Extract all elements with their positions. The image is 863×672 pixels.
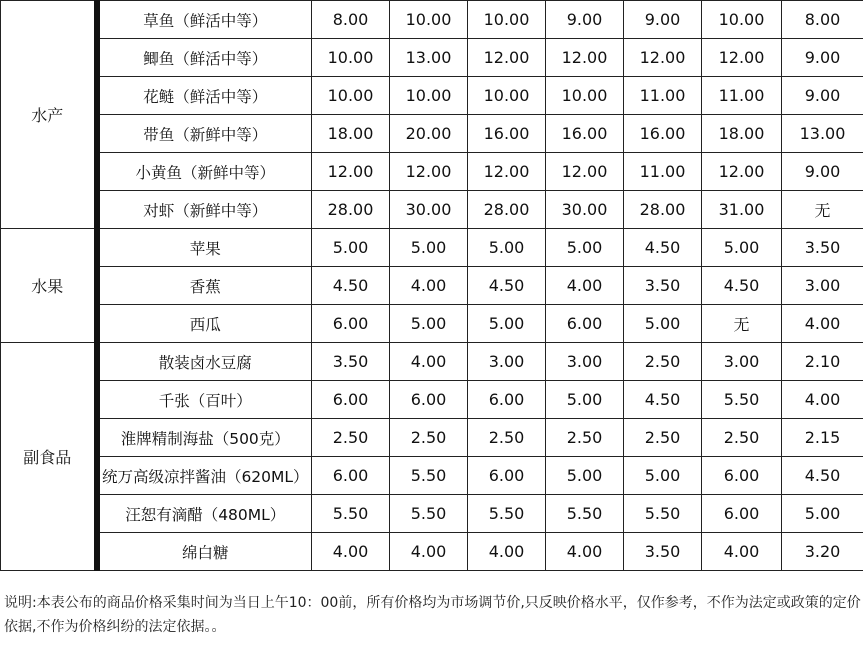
price-cell: 4.50 xyxy=(468,267,546,305)
price-cell: 12.00 xyxy=(546,39,624,77)
price-cell: 4.00 xyxy=(390,267,468,305)
product-name-cell: 淮牌精制海盐（500克） xyxy=(97,419,312,457)
product-name-cell: 香蕉 xyxy=(97,267,312,305)
price-cell: 4.50 xyxy=(312,267,390,305)
price-cell: 10.00 xyxy=(702,1,782,39)
price-cell: 5.00 xyxy=(546,229,624,267)
price-cell: 4.50 xyxy=(782,457,863,495)
price-cell: 9.00 xyxy=(546,1,624,39)
table-row xyxy=(1,39,863,77)
price-cell: 20.00 xyxy=(390,115,468,153)
price-cell: 5.00 xyxy=(624,305,702,343)
price-cell: 6.00 xyxy=(468,457,546,495)
price-cell: 6.00 xyxy=(468,381,546,419)
price-cell: 5.50 xyxy=(468,495,546,533)
price-cell: 3.00 xyxy=(702,343,782,381)
price-cell: 10.00 xyxy=(390,1,468,39)
price-cell: 16.00 xyxy=(468,115,546,153)
price-cell: 5.00 xyxy=(624,457,702,495)
category-cell: 水果 xyxy=(1,229,97,343)
price-cell: 10.00 xyxy=(468,1,546,39)
table-row xyxy=(1,191,863,229)
price-cell: 12.00 xyxy=(312,153,390,191)
price-cell: 8.00 xyxy=(312,1,390,39)
price-cell: 无 xyxy=(702,305,782,343)
price-cell: 13.00 xyxy=(390,39,468,77)
price-cell: 5.50 xyxy=(312,495,390,533)
price-cell: 3.20 xyxy=(782,533,863,571)
disclaimer-note: 说明:本表公布的商品价格采集时间为当日上午10：00前，所有价格均为市场调节价,只反映价格水平，仅作参考，不作为法定或政策的定价依据,不作为价格纠纷的法定依据。。 xyxy=(4,595,861,635)
table-row xyxy=(1,267,863,305)
price-cell: 4.50 xyxy=(624,381,702,419)
price-cell: 10.00 xyxy=(468,77,546,115)
price-cell: 5.00 xyxy=(390,305,468,343)
price-cell: 3.00 xyxy=(468,343,546,381)
table-row xyxy=(1,77,863,115)
price-cell: 6.00 xyxy=(312,381,390,419)
table-row xyxy=(1,381,863,419)
price-cell: 3.50 xyxy=(312,343,390,381)
price-cell: 10.00 xyxy=(546,77,624,115)
price-cell: 4.50 xyxy=(702,267,782,305)
price-cell: 31.00 xyxy=(702,191,782,229)
table-row xyxy=(1,457,863,495)
product-name-cell: 统万高级凉拌酱油（620ML） xyxy=(97,457,312,495)
price-cell: 2.50 xyxy=(702,419,782,457)
price-cell: 2.50 xyxy=(546,419,624,457)
price-cell: 13.00 xyxy=(782,115,863,153)
product-name-cell: 草鱼（鲜活中等） xyxy=(97,1,312,39)
price-cell: 2.50 xyxy=(312,419,390,457)
product-name-cell: 汪恕有滴醋（480ML） xyxy=(97,495,312,533)
price-cell: 2.50 xyxy=(624,419,702,457)
price-cell: 4.00 xyxy=(468,533,546,571)
price-cell: 2.50 xyxy=(468,419,546,457)
price-cell: 16.00 xyxy=(546,115,624,153)
price-cell: 4.00 xyxy=(546,267,624,305)
product-name-cell: 千张（百叶） xyxy=(97,381,312,419)
product-name-cell: 花鲢（鲜活中等） xyxy=(97,77,312,115)
price-cell: 12.00 xyxy=(624,39,702,77)
price-cell: 9.00 xyxy=(782,153,863,191)
price-cell: 5.00 xyxy=(546,457,624,495)
price-cell: 4.00 xyxy=(782,381,863,419)
price-cell: 8.00 xyxy=(782,1,863,39)
table-row xyxy=(1,343,863,381)
price-cell: 3.00 xyxy=(546,343,624,381)
price-cell: 5.00 xyxy=(702,229,782,267)
price-cell: 5.50 xyxy=(702,381,782,419)
product-name-cell: 小黄鱼（新鲜中等） xyxy=(97,153,312,191)
price-cell: 5.50 xyxy=(624,495,702,533)
price-cell: 28.00 xyxy=(624,191,702,229)
table-row xyxy=(1,115,863,153)
price-cell: 2.10 xyxy=(782,343,863,381)
category-cell: 水产 xyxy=(1,1,97,229)
price-cell: 6.00 xyxy=(546,305,624,343)
price-cell: 12.00 xyxy=(702,39,782,77)
price-cell: 30.00 xyxy=(390,191,468,229)
price-cell: 30.00 xyxy=(546,191,624,229)
price-cell: 5.00 xyxy=(468,229,546,267)
price-cell: 5.50 xyxy=(390,457,468,495)
price-cell: 5.00 xyxy=(782,495,863,533)
price-cell: 28.00 xyxy=(312,191,390,229)
price-cell: 11.00 xyxy=(624,153,702,191)
table-row xyxy=(1,305,863,343)
price-cell: 6.00 xyxy=(702,457,782,495)
price-cell: 10.00 xyxy=(312,77,390,115)
table-row xyxy=(1,495,863,533)
price-cell: 5.50 xyxy=(390,495,468,533)
price-cell: 9.00 xyxy=(624,1,702,39)
price-cell: 9.00 xyxy=(782,77,863,115)
price-cell: 无 xyxy=(782,191,863,229)
price-cell: 12.00 xyxy=(702,153,782,191)
product-name-cell: 绵白糖 xyxy=(97,533,312,571)
price-cell: 4.00 xyxy=(312,533,390,571)
table-row xyxy=(1,1,863,39)
product-name-cell: 散装卤水豆腐 xyxy=(97,343,312,381)
price-cell: 6.00 xyxy=(312,305,390,343)
price-cell: 6.00 xyxy=(390,381,468,419)
price-cell: 12.00 xyxy=(468,153,546,191)
price-cell: 12.00 xyxy=(546,153,624,191)
price-cell: 12.00 xyxy=(390,153,468,191)
price-cell: 6.00 xyxy=(702,495,782,533)
price-cell: 10.00 xyxy=(312,39,390,77)
price-cell: 11.00 xyxy=(624,77,702,115)
price-cell: 4.00 xyxy=(702,533,782,571)
product-name-cell: 苹果 xyxy=(97,229,312,267)
price-cell: 18.00 xyxy=(702,115,782,153)
price-cell: 5.00 xyxy=(312,229,390,267)
price-cell: 4.00 xyxy=(782,305,863,343)
table-row xyxy=(1,153,863,191)
price-cell: 3.50 xyxy=(624,267,702,305)
table-row xyxy=(1,229,863,267)
product-name-cell: 鲫鱼（鲜活中等） xyxy=(97,39,312,77)
price-cell: 18.00 xyxy=(312,115,390,153)
price-cell: 5.00 xyxy=(546,381,624,419)
product-name-cell: 西瓜 xyxy=(97,305,312,343)
price-cell: 3.00 xyxy=(782,267,863,305)
price-cell: 16.00 xyxy=(624,115,702,153)
category-cell: 副食品 xyxy=(1,343,97,571)
price-cell: 3.50 xyxy=(782,229,863,267)
price-cell: 10.00 xyxy=(390,77,468,115)
product-name-cell: 对虾（新鲜中等） xyxy=(97,191,312,229)
price-cell: 4.00 xyxy=(390,533,468,571)
price-cell: 2.50 xyxy=(390,419,468,457)
table-row xyxy=(1,533,863,571)
price-cell: 4.00 xyxy=(390,343,468,381)
price-cell: 5.00 xyxy=(390,229,468,267)
price-cell: 12.00 xyxy=(468,39,546,77)
price-cell: 9.00 xyxy=(782,39,863,77)
price-cell: 2.50 xyxy=(624,343,702,381)
table-row xyxy=(1,419,863,457)
price-cell: 5.00 xyxy=(468,305,546,343)
price-cell: 2.15 xyxy=(782,419,863,457)
product-name-cell: 带鱼（新鲜中等） xyxy=(97,115,312,153)
price-cell: 6.00 xyxy=(312,457,390,495)
price-cell: 11.00 xyxy=(702,77,782,115)
price-cell: 5.50 xyxy=(546,495,624,533)
price-cell: 4.50 xyxy=(624,229,702,267)
price-cell: 28.00 xyxy=(468,191,546,229)
price-cell: 3.50 xyxy=(624,533,702,571)
price-cell: 4.00 xyxy=(546,533,624,571)
